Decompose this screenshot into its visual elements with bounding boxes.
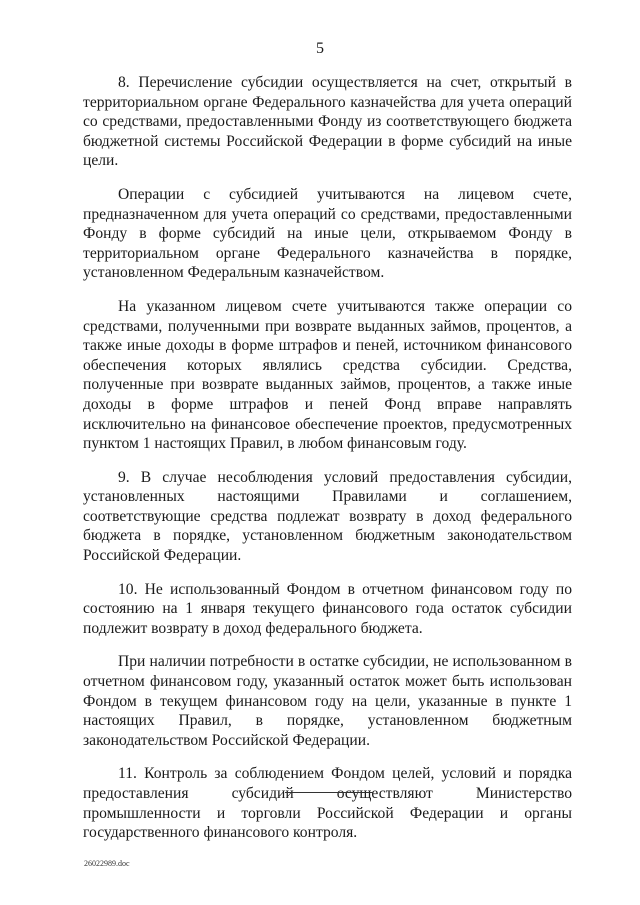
paragraph-10-remainder: При наличии потребности в остатке субсидии, не использованном в отчетном финансовом году, указанный остаток может быть использован Фондом в текущем финансовом году на цели, указанные в пункте 1 настоящих Правил, в порядке, установленном бюджетным законодательством Российской Федерации. [83,653,572,749]
paragraph-9: 9. В случае несоблюдения условий предоставления субсидии, установленных настоящими Правилами и соглашением, соответствующие средства подлежат возврату в доход федерального бюджета в порядке, установленном бюджетным законодательством Российской Федерации. [83,468,572,565]
paragraph-8-account: На указанном лицевом счете учитываются также операции со средствами, полученными при возврате выданных займов, процентов, а также иные доходы в форме штрафов и пеней, источником финансового обеспечения которых являлись средства субсидии. Средства, полученные при возврате выданных займов, процентов, а также иные доходы в форме штрафов и пеней Фонд вправе направлять исключительно на финансовое обеспечение проектов, предусмотренных пунктом 1 настоящих Правил, в любом финансовым году. [83,297,572,453]
end-divider [285,792,373,793]
paragraph-10: 10. Не использованный Фондом в отчетном финансовом году по состоянию на 1 января текущего финансового года остаток субсидии подлежит возврату в доход федерального бюджета. [83,580,572,637]
document-body [83,73,572,857]
paragraph-11: 11. Контроль за соблюдением Фондом целей, условий и порядка предоставления субсидий осуществляют Министерство промышленности и торговли Российской Федерации и органы государственного финансового контроля. [83,765,572,842]
footer-filename: 26022989.doc [84,859,130,868]
page-number: 5 [316,40,324,57]
paragraph-8-operations: Операции с субсидией учитываются на лицевом счете, предназначенном для учета операций со средствами, предоставленными Фонду в форме субсидий на иные цели, открываемом Фонду в территориальном органе Федерального казначейства в порядке, установленном Федеральным казначейством. [83,185,572,282]
paragraph-8: 8. Перечисление субсидии осуществляется на счет, открытый в территориальном органе Федерального казначейства для учета операций со средствами, предоставленными Фонду из соответствующего бюджета бюджетной системы Российской Федерации в форме субсидий на иные цели. [83,74,572,170]
